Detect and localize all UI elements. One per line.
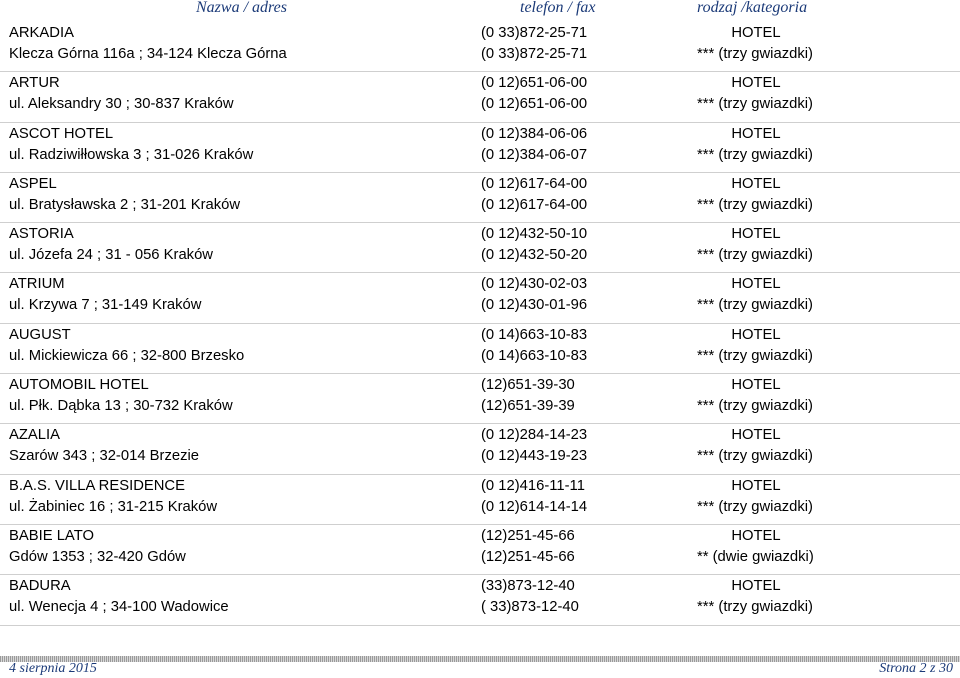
hotel-phone: (0 33)872-25-71 — [481, 25, 588, 41]
hotel-address: Szarów 343 ; 32-014 Brzezie — [9, 448, 199, 465]
hotel-category: *** (trzy gwiazdki) — [697, 96, 813, 113]
footer-divider — [0, 656, 960, 662]
list-item — [0, 173, 960, 223]
list-item — [0, 223, 960, 273]
hotel-name: ATRIUM — [9, 276, 65, 293]
hotel-name: AUTOMOBIL HOTEL — [9, 377, 149, 394]
hotel-type: HOTEL — [731, 377, 781, 394]
hotel-type: HOTEL — [731, 527, 781, 544]
hotel-phone: (33)873-12-40 — [481, 578, 575, 595]
hotel-name: ARTUR — [9, 75, 60, 92]
list-item — [0, 324, 960, 374]
hotel-category: *** (trzy gwiazdki) — [697, 247, 813, 264]
hotel-category: *** (trzy gwiazdki) — [697, 46, 813, 62]
hotel-phone: (0 12)384-06-06 — [481, 125, 588, 142]
header-name-address: Nazwa / adres — [196, 0, 287, 16]
hotel-type: HOTEL — [731, 477, 781, 494]
list-item — [0, 22, 960, 72]
hotel-fax: (0 14)663-10-83 — [481, 347, 588, 364]
hotel-type: HOTEL — [731, 578, 781, 595]
hotel-address: Klecza Górna 116a ; 34-124 Klecza Górna — [9, 46, 287, 62]
hotel-fax: (0 12)651-06-00 — [481, 96, 588, 113]
hotel-address: ul. Płk. Dąbka 13 ; 30-732 Kraków — [9, 398, 233, 415]
hotel-fax: (0 12)614-14-14 — [481, 498, 588, 515]
hotel-fax: (0 12)617-64-00 — [481, 196, 588, 213]
hotel-phone: (0 12)651-06-00 — [481, 75, 588, 92]
hotel-name: ASCOT HOTEL — [9, 125, 114, 142]
list-item — [0, 72, 960, 122]
hotel-type: HOTEL — [731, 427, 781, 444]
hotel-category: *** (trzy gwiazdki) — [697, 347, 813, 364]
list-item — [0, 525, 960, 575]
hotel-type: HOTEL — [731, 125, 781, 142]
header-phone-fax: telefon / fax — [520, 0, 596, 16]
hotel-address: ul. Krzywa 7 ; 31-149 Kraków — [9, 297, 202, 314]
hotel-fax: ( 33)873-12-40 — [481, 599, 579, 616]
hotel-address: ul. Wenecja 4 ; 34-100 Wadowice — [9, 599, 229, 616]
list-item — [0, 424, 960, 474]
header-type-category: rodzaj /kategoria — [697, 0, 808, 16]
hotel-phone: (0 14)663-10-83 — [481, 326, 588, 343]
hotel-type: HOTEL — [731, 75, 781, 92]
hotel-phone: (0 12)416-11-11 — [481, 477, 585, 494]
hotel-address: ul. Bratysławska 2 ; 31-201 Kraków — [9, 196, 241, 213]
list-item — [0, 475, 960, 525]
hotel-fax: (0 12)432-50-20 — [481, 247, 588, 264]
hotel-type: HOTEL — [731, 276, 781, 293]
hotel-name: AZALIA — [9, 427, 60, 444]
list-item — [0, 123, 960, 173]
hotel-type: HOTEL — [731, 226, 781, 243]
hotel-address: ul. Aleksandry 30 ; 30-837 Kraków — [9, 96, 234, 113]
hotel-name: AUGUST — [9, 326, 71, 343]
hotel-type: HOTEL — [731, 326, 781, 343]
hotel-phone: (12)651-39-30 — [481, 377, 575, 394]
hotel-address: ul. Radziwiłłowska 3 ; 31-026 Kraków — [9, 146, 254, 163]
hotel-name: BADURA — [9, 578, 71, 595]
hotel-category: *** (trzy gwiazdki) — [697, 599, 813, 616]
hotel-phone: (0 12)430-02-03 — [481, 276, 588, 293]
list-item — [0, 273, 960, 323]
hotel-type: HOTEL — [731, 175, 781, 192]
hotel-name: B.A.S. VILLA RESIDENCE — [9, 477, 185, 494]
hotel-type: HOTEL — [731, 25, 781, 41]
hotel-phone: (0 12)617-64-00 — [481, 175, 588, 192]
hotel-address: ul. Mickiewicza 66 ; 32-800 Brzesko — [9, 347, 245, 364]
hotel-category: *** (trzy gwiazdki) — [697, 146, 813, 163]
hotel-list — [0, 22, 960, 626]
hotel-category: *** (trzy gwiazdki) — [697, 498, 813, 515]
footer-date: 4 sierpnia 2015 — [9, 661, 97, 676]
hotel-fax: (0 12)443-19-23 — [481, 448, 588, 465]
hotel-category: *** (trzy gwiazdki) — [697, 196, 813, 213]
hotel-fax: (0 12)430-01-96 — [481, 297, 588, 314]
hotel-phone: (0 12)432-50-10 — [481, 226, 588, 243]
column-header — [0, 0, 960, 16]
hotel-address: Gdów 1353 ; 32-420 Gdów — [9, 548, 186, 565]
list-item — [0, 575, 960, 625]
hotel-name: BABIE LATO — [9, 527, 94, 544]
list-item — [0, 374, 960, 424]
hotel-phone: (0 12)284-14-23 — [481, 427, 588, 444]
hotel-name: ASPEL — [9, 175, 57, 192]
hotel-category: *** (trzy gwiazdki) — [697, 448, 813, 465]
hotel-category: *** (trzy gwiazdki) — [697, 297, 813, 314]
hotel-fax: (12)251-45-66 — [481, 548, 575, 565]
hotel-address: ul. Żabiniec 16 ; 31-215 Kraków — [9, 498, 218, 515]
hotel-fax: (0 12)384-06-07 — [481, 146, 588, 163]
page-number: Strona 2 z 30 — [879, 661, 953, 676]
hotel-category: ** (dwie gwiazdki) — [697, 548, 814, 565]
hotel-name: ASTORIA — [9, 226, 74, 243]
hotel-address: ul. Józefa 24 ; 31 - 056 Kraków — [9, 247, 213, 264]
hotel-name: ARKADIA — [9, 25, 74, 41]
hotel-phone: (12)251-45-66 — [481, 527, 575, 544]
hotel-category: *** (trzy gwiazdki) — [697, 398, 813, 415]
hotel-fax: (12)651-39-39 — [481, 398, 575, 415]
hotel-fax: (0 33)872-25-71 — [481, 46, 588, 62]
